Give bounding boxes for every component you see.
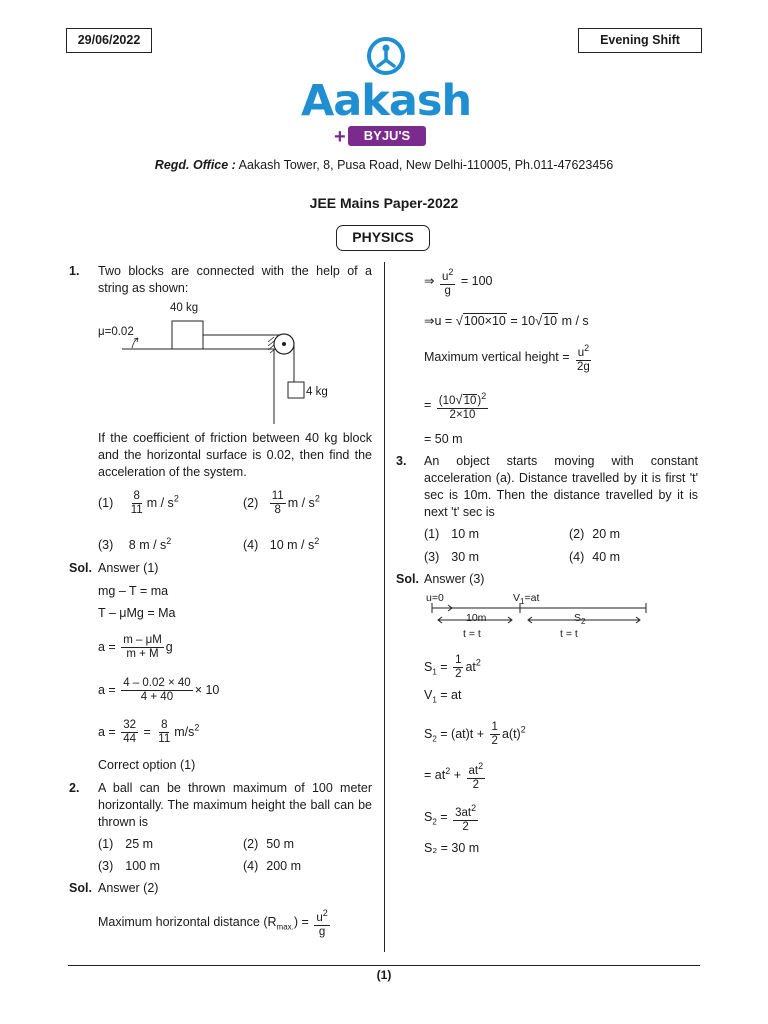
plus-icon: + bbox=[334, 126, 346, 148]
office-address: Aakash Tower, 8, Pusa Road, New Delhi-110005, Ph.011-47623456 bbox=[238, 158, 614, 172]
page-number: (1) bbox=[376, 968, 392, 982]
q2-option-2[interactable]: (2) 50 m bbox=[243, 837, 295, 851]
aakash-wordmark: Aakash bbox=[300, 76, 472, 126]
q2-max-horizontal: Maximum horizontal distance $(R_{max.})$ = $\frac{u^2}{g}$ bbox=[98, 908, 328, 938]
q1-number: 1. bbox=[69, 264, 80, 278]
subject-label: PHYSICS bbox=[352, 229, 414, 245]
q1-option-2-label: (2) bbox=[243, 495, 259, 510]
q1-option-2-frac: $\frac{11}{8}$ bbox=[271, 490, 284, 516]
q1-option-1[interactable]: (1) $\frac{8}{11}$ m / $s^2$ bbox=[98, 490, 179, 516]
column-divider bbox=[384, 262, 385, 952]
exam-shift: Evening Shift bbox=[600, 33, 680, 47]
q3-option-4[interactable]: (4) 40 m bbox=[569, 550, 621, 564]
q1-eq3: a = $\frac{m - \mu M}{m + M}$ g bbox=[98, 634, 173, 660]
q1-fig-mass1: 40 kg bbox=[170, 302, 199, 314]
q3-fig-v1: $V_1=at$ bbox=[513, 592, 540, 607]
exam-date: 29/06/2022 bbox=[77, 33, 141, 47]
q3-fig-t1: t = t bbox=[463, 628, 481, 640]
q3-eq-s1: $S_1$ = $\frac{1}{2}$ $at^2$ bbox=[424, 654, 481, 680]
q1-option-4-label: (4) bbox=[243, 538, 259, 553]
office-line bbox=[0, 157, 768, 174]
footer-rule bbox=[68, 965, 700, 966]
byjus-wordmark: BYJU'S bbox=[363, 128, 411, 143]
q1-option-4[interactable]: (4) 10 m / $s^2$ bbox=[243, 536, 320, 553]
q2-sol-label: Sol. bbox=[69, 881, 92, 895]
q3-eq-s2-expanded: = $at^2$ + $\frac{at^2}{2}$ bbox=[424, 761, 484, 791]
q1-option-3[interactable]: (3) 8 m / $s^2$ bbox=[98, 536, 172, 553]
q2-option-3[interactable]: (3) 100 m bbox=[98, 859, 161, 873]
q3-number: 3. bbox=[396, 454, 407, 468]
office-label: Regd. Office : bbox=[154, 158, 236, 172]
q3-fig-10m: 10m bbox=[466, 612, 487, 624]
q1-option-1-unit: m / s bbox=[146, 495, 174, 510]
q3-option-3[interactable]: (3) 30 m bbox=[424, 550, 480, 564]
q1-eq5: a = $\frac{32}{44}$ = $\frac{8}{11}$ $m/s^2$ bbox=[98, 719, 200, 745]
q1-option-2[interactable]: (2) $\frac{11}{8}$ m / $s^2$ bbox=[243, 490, 320, 516]
q2-text: A ball can be thrown maximum of 100 meter horizontally. The maximum height the ball can be thrown is bbox=[98, 781, 372, 829]
byjus-badge bbox=[348, 126, 426, 146]
q3-eq-s2: $S_2 = (at)t$ + $\frac{1}{2}$ $a(t)^2$ bbox=[424, 721, 526, 747]
q3-fig-s2: $S_2$ bbox=[574, 612, 586, 627]
q3-option-1[interactable]: (1) 10 m bbox=[424, 527, 480, 541]
q2-result-1: ⇒ $\frac{u^2}{g}$ = 100 bbox=[424, 267, 493, 297]
q3-final-result: S₂ = 30 m bbox=[424, 841, 480, 855]
q1-eq1: mg – T = ma bbox=[98, 584, 169, 598]
q1-fig-mu: μ=0.02 bbox=[98, 326, 134, 338]
q3-option-2[interactable]: (2) 20 m bbox=[569, 527, 621, 541]
q1-eq2: T – μMg = Ma bbox=[98, 606, 176, 620]
q1-option-1-frac: $\frac{8}{11}$ bbox=[130, 490, 143, 516]
q2-option-1[interactable]: (1) 25 m bbox=[98, 837, 154, 851]
q2-answer: Answer (2) bbox=[98, 881, 159, 895]
q1-option-1-label: (1) bbox=[98, 495, 114, 510]
q1-option-4-text: 10 m / s bbox=[269, 538, 315, 553]
q2-option-4[interactable]: (4) 200 m bbox=[243, 859, 302, 873]
shift-box bbox=[578, 28, 702, 53]
q3-answer: Answer (3) bbox=[424, 572, 485, 586]
paper-title: JEE Mains Paper-2022 bbox=[309, 195, 459, 211]
q1-sol-label: Sol. bbox=[69, 561, 92, 575]
q1-eq4: a = $\frac{4 - 0.02 \times 40}{4 + 40}$ × 10 bbox=[98, 677, 220, 703]
q1-option-3-text: 8 m / s bbox=[128, 538, 167, 553]
q1-option-2-unit: m / s bbox=[287, 495, 315, 510]
q1-correct-option: Correct option (1) bbox=[98, 758, 196, 772]
q3-fig-t2: t = t bbox=[560, 628, 578, 640]
q3-text: An object starts moving with constant acceleration (a). Distance travelled by it is first 't' sec is 10m. Then the distance travelled by it is next 't' sec is bbox=[424, 454, 698, 519]
q1-answer: Answer (1) bbox=[98, 561, 159, 575]
q1-text: Two blocks are connected with the help of a string as shown: bbox=[98, 264, 372, 295]
q1-pulley-diagram bbox=[112, 298, 342, 430]
q1-text2: If the coefficient of friction between 40 kg block and the horizontal surface is 0.02, then find the acceleration of the system. bbox=[98, 431, 372, 479]
q3-eq-s2-simplified: $S_2$ = $\frac{3at^2}{2}$ bbox=[424, 803, 477, 833]
subject-box bbox=[336, 225, 430, 251]
q1-fig-mass2: 4 kg bbox=[306, 386, 328, 398]
date-box bbox=[66, 28, 152, 53]
q3-fig-u0: u=0 bbox=[426, 592, 444, 604]
q2-result-3: Maximum vertical height = $\frac{u^2}{2g}$ bbox=[424, 343, 590, 373]
q1-option-3-label: (3) bbox=[98, 538, 114, 553]
q2-result-2: ⇒u = √100×10 = 10√10 m / s bbox=[424, 313, 589, 328]
q2-number: 2. bbox=[69, 781, 80, 795]
q2-result-4: = $\frac{(10√10)^2}{2\times 10}$ bbox=[424, 391, 487, 421]
q3-eq-v1: $V_1$ = at bbox=[424, 688, 462, 705]
aakash-logo bbox=[296, 36, 476, 156]
q3-sol-label: Sol. bbox=[396, 572, 419, 586]
q2-result-5: = 50 m bbox=[424, 432, 463, 446]
